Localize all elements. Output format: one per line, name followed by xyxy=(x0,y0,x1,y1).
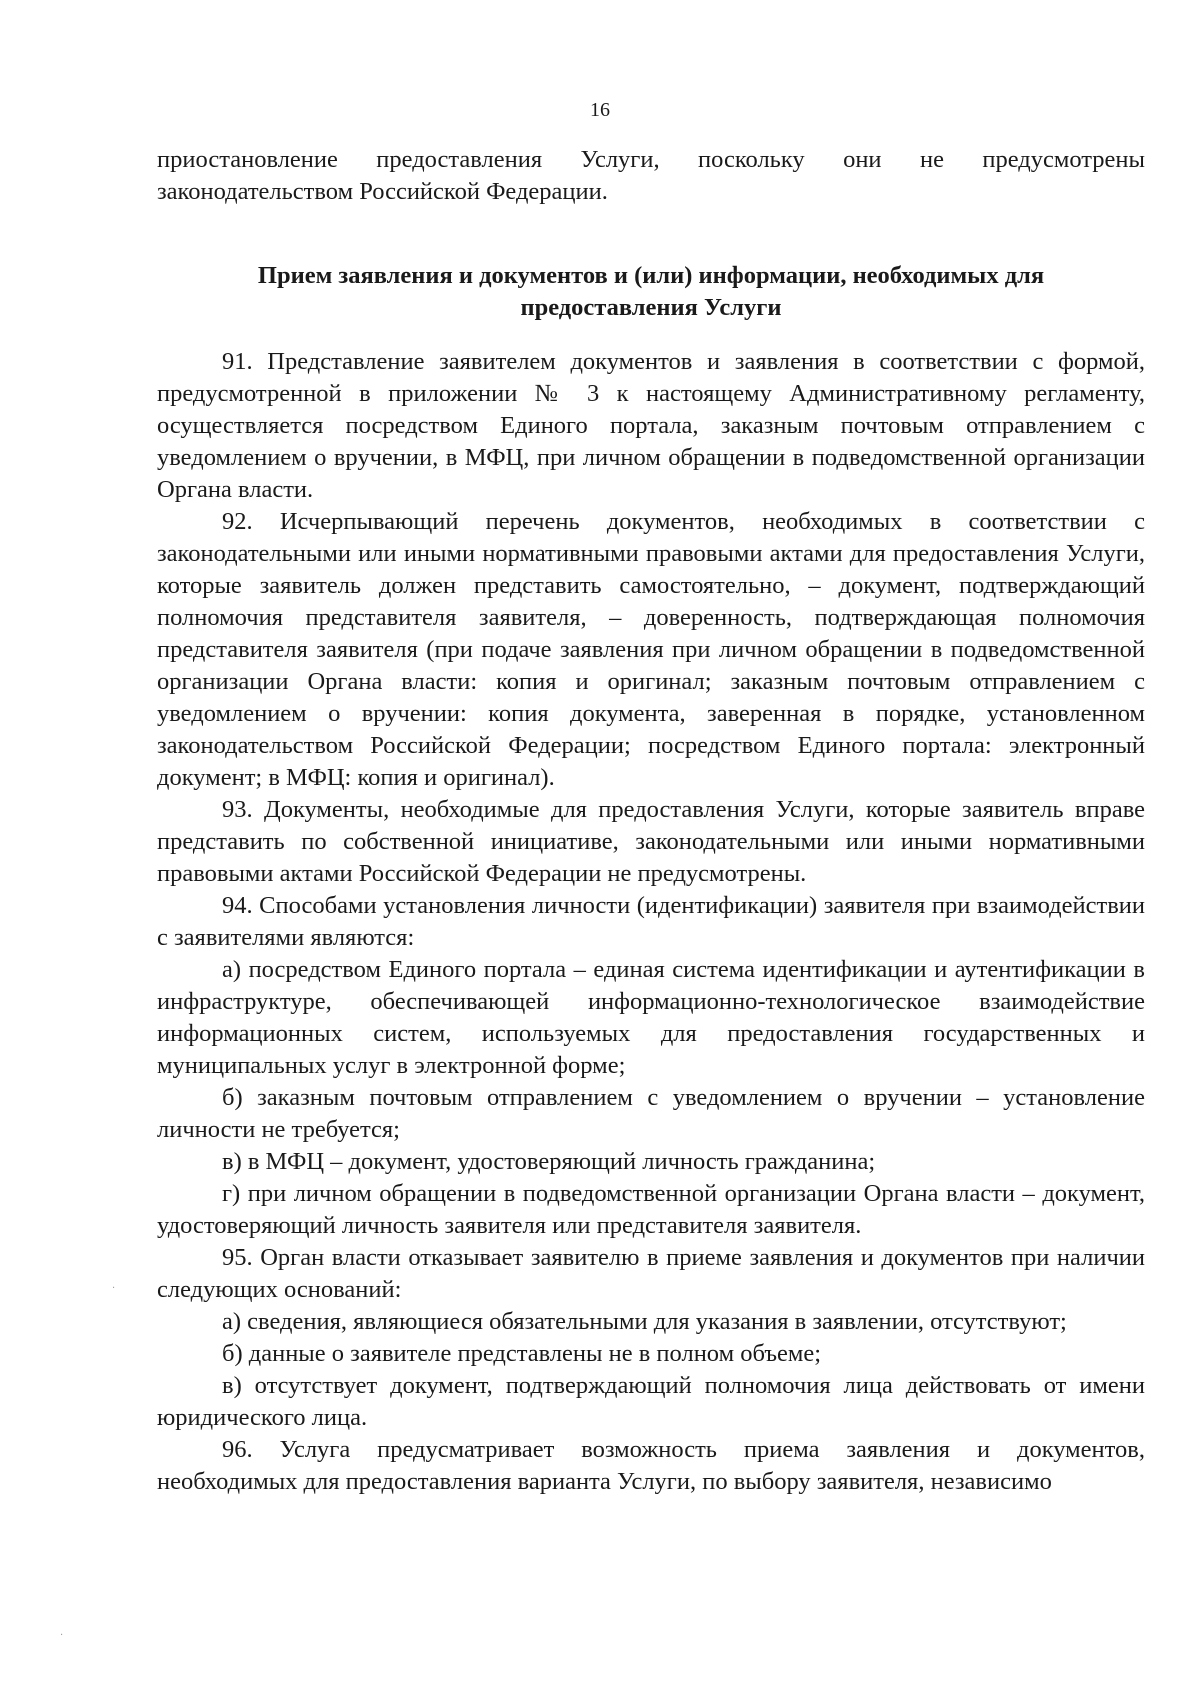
paragraph-95-v: в) отсутствует документ, подтверждающий полномочия лица действовать от имени юридического лица. xyxy=(157,1372,1145,1431)
scan-speck: · xyxy=(112,1283,116,1294)
paragraph-92: 92. Исчерпывающий перечень документов, необходимых в соответствии с законодательными или иными нормативными правовыми актами для предоставления Услуги, которые заявитель должен представить самостоятельно, – документ, подтверждающий полномочия представителя заявителя, – доверенность, подтверждающая полномочия представителя заявителя (при подаче заявления при личном обращении в подведомственной организации Органа власти: копия и оригинал; заказным почтовым отправлением с уведомлением о вручении: копия документа, заверенная в порядке, установленном законодательством Российской Федерации; посредством Единого портала: электронный документ; в МФЦ: копия и оригинал). xyxy=(157,508,1145,791)
paragraph-91: 91. Представление заявителем документов и заявления в соответствии с формой, предусмотренной в приложении № 3 к настоящему Административному регламенту, осуществляется посредством Единого портала, заказным почтовым отправлением с уведомлением о вручении, в МФЦ, при личном обращении в подведомственной организации Органа власти. xyxy=(157,348,1145,503)
scan-speck: · xyxy=(60,1630,64,1641)
paragraph-96: 96. Услуга предусматривает возможность приема заявления и документов, необходимых для предоставления варианта Услуги, по выбору заявителя, независимо xyxy=(157,1436,1145,1495)
section-heading xyxy=(157,260,1145,324)
section-heading-line-1: Прием заявления и документов и (или) информации, необходимых для xyxy=(257,262,1045,289)
paragraph-94-g: г) при личном обращении в подведомственной организации Органа власти – документ, удостоверяющий личность заявителя или представителя заявителя. xyxy=(157,1180,1145,1239)
page-number: 16 xyxy=(590,99,610,121)
paragraph-95: 95. Орган власти отказывает заявителю в приеме заявления и документов при наличии следующих оснований: xyxy=(157,1244,1145,1303)
paragraph-94-a: а) посредством Единого портала – единая система идентификации и аутентификации в инфраструктуре, обеспечивающей информационно-технологическое взаимодействие информационных систем, используемых для предоставления государственных и муниципальных услуг в электронной форме; xyxy=(157,956,1145,1079)
paragraph-94-b: б) заказным почтовым отправлением с уведомлением о вручении – установление личности не требуется; xyxy=(157,1084,1145,1143)
paragraph-94-v: в) в МФЦ – документ, удостоверяющий личность гражданина; xyxy=(222,1148,876,1175)
intro-paragraph: приостановление предоставления Услуги, поскольку они не предусмотрены законодательством Российской Федерации. xyxy=(157,146,1145,205)
paragraph-95-b: б) данные о заявителе представлены не в полном объеме; xyxy=(222,1340,822,1367)
paragraph-93: 93. Документы, необходимые для предоставления Услуги, которые заявитель вправе представить по собственной инициативе, законодательными или иными нормативными правовыми актами Российской Федерации не предусмотрены. xyxy=(157,796,1145,887)
paragraph-95-a: а) сведения, являющиеся обязательными для указания в заявлении, отсутствуют; xyxy=(222,1308,1067,1335)
document-body xyxy=(157,144,1145,1498)
section-heading-line-2: предоставления Услуги xyxy=(520,294,782,321)
paragraph-94: 94. Способами установления личности (идентификации) заявителя при взаимодействии с заявителями являются: xyxy=(157,892,1145,951)
